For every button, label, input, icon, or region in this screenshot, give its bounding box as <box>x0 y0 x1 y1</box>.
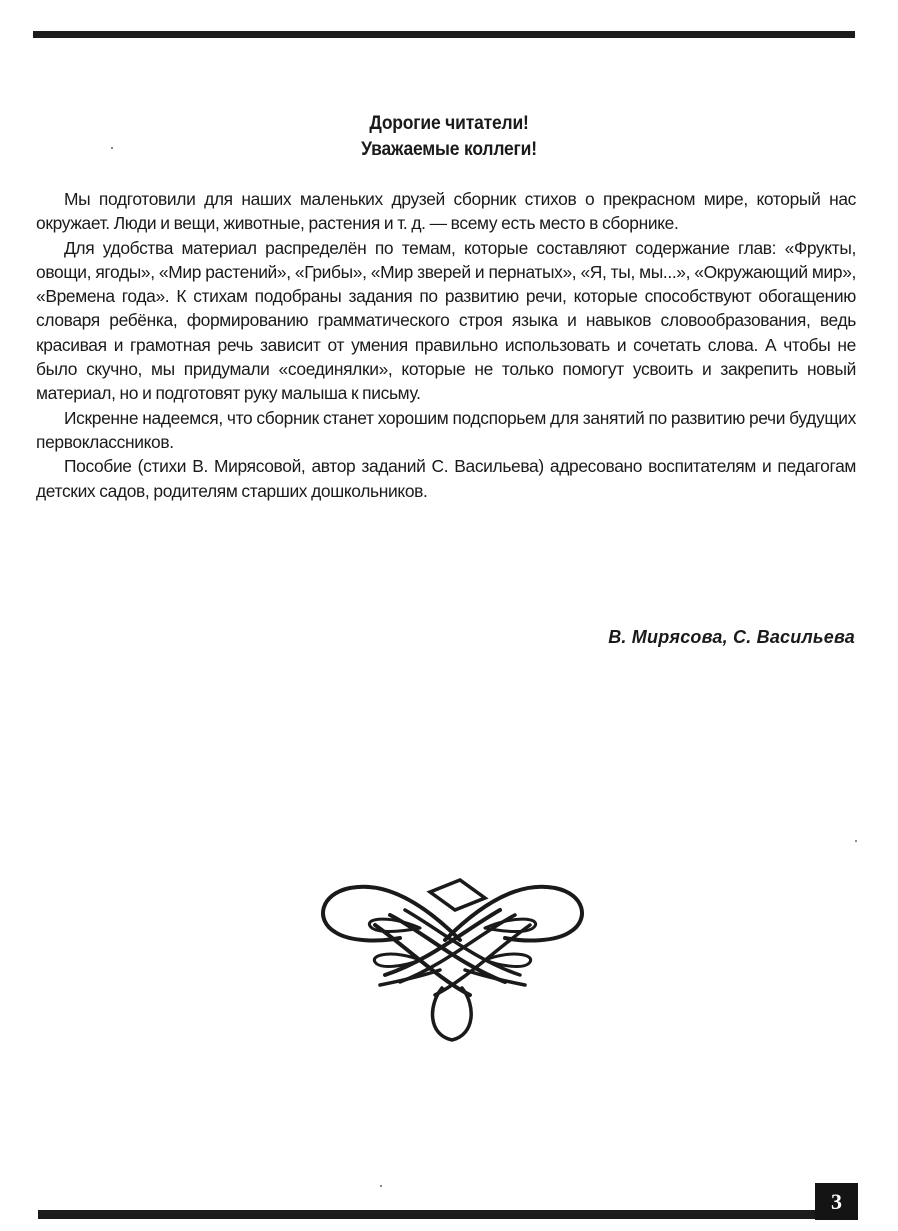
scan-speck <box>380 1185 382 1187</box>
top-rule <box>33 31 855 38</box>
heading-line-2: Уважаемые коллеги! <box>361 139 537 160</box>
decorative-knot-flourish-icon <box>310 870 595 1050</box>
page-number: 3 <box>815 1183 858 1220</box>
heading-line-1: Дорогие читатели! <box>369 113 529 134</box>
paragraph: Мы подготовили для наших маленьких друзей сборник стихов о прекрасном мире, который нас окружает. Люди и вещи, животные, растения и т. д. — всему есть место в сборнике. <box>36 189 856 234</box>
paragraph: Искренне надеемся, что сборник станет хорошим подспорьем для занятий по развитию речи будущих первоклассников. <box>36 407 856 452</box>
page-heading <box>36 111 862 163</box>
scan-speck <box>855 840 857 842</box>
scan-speck <box>111 147 113 149</box>
paragraph: Для удобства материал распределён по темам, которые составляют содержание глав: «Фрукты, овощи, ягоды», «Мир растений», «Грибы», «Мир зверей и пернатых», «Я, ты, мы...», «Окружающий мир», «Времена года». К стихам подобраны задания по развитию речи, которые способствуют обогащению словаря ребёнка, формированию грамматического строя языка и навыков словообразования, ведь красивая и грамотная речь зависит от умения правильно использовать и сочетать слова. А чтобы не было скучно, мы придумали «соединялки», которые не только помогут усвоить и закрепить новый материал, но и подготовят руку малыша к письму. <box>36 237 856 404</box>
bottom-rule <box>38 1210 818 1219</box>
paragraph: Пособие (стихи В. Мирясовой, автор заданий С. Васильева) адресовано воспитателям и педагогам детских садов, родителям старших дошкольников. <box>36 456 856 501</box>
signature: В. Мирясова, С. Васильева <box>608 627 855 647</box>
body-text <box>36 187 856 503</box>
